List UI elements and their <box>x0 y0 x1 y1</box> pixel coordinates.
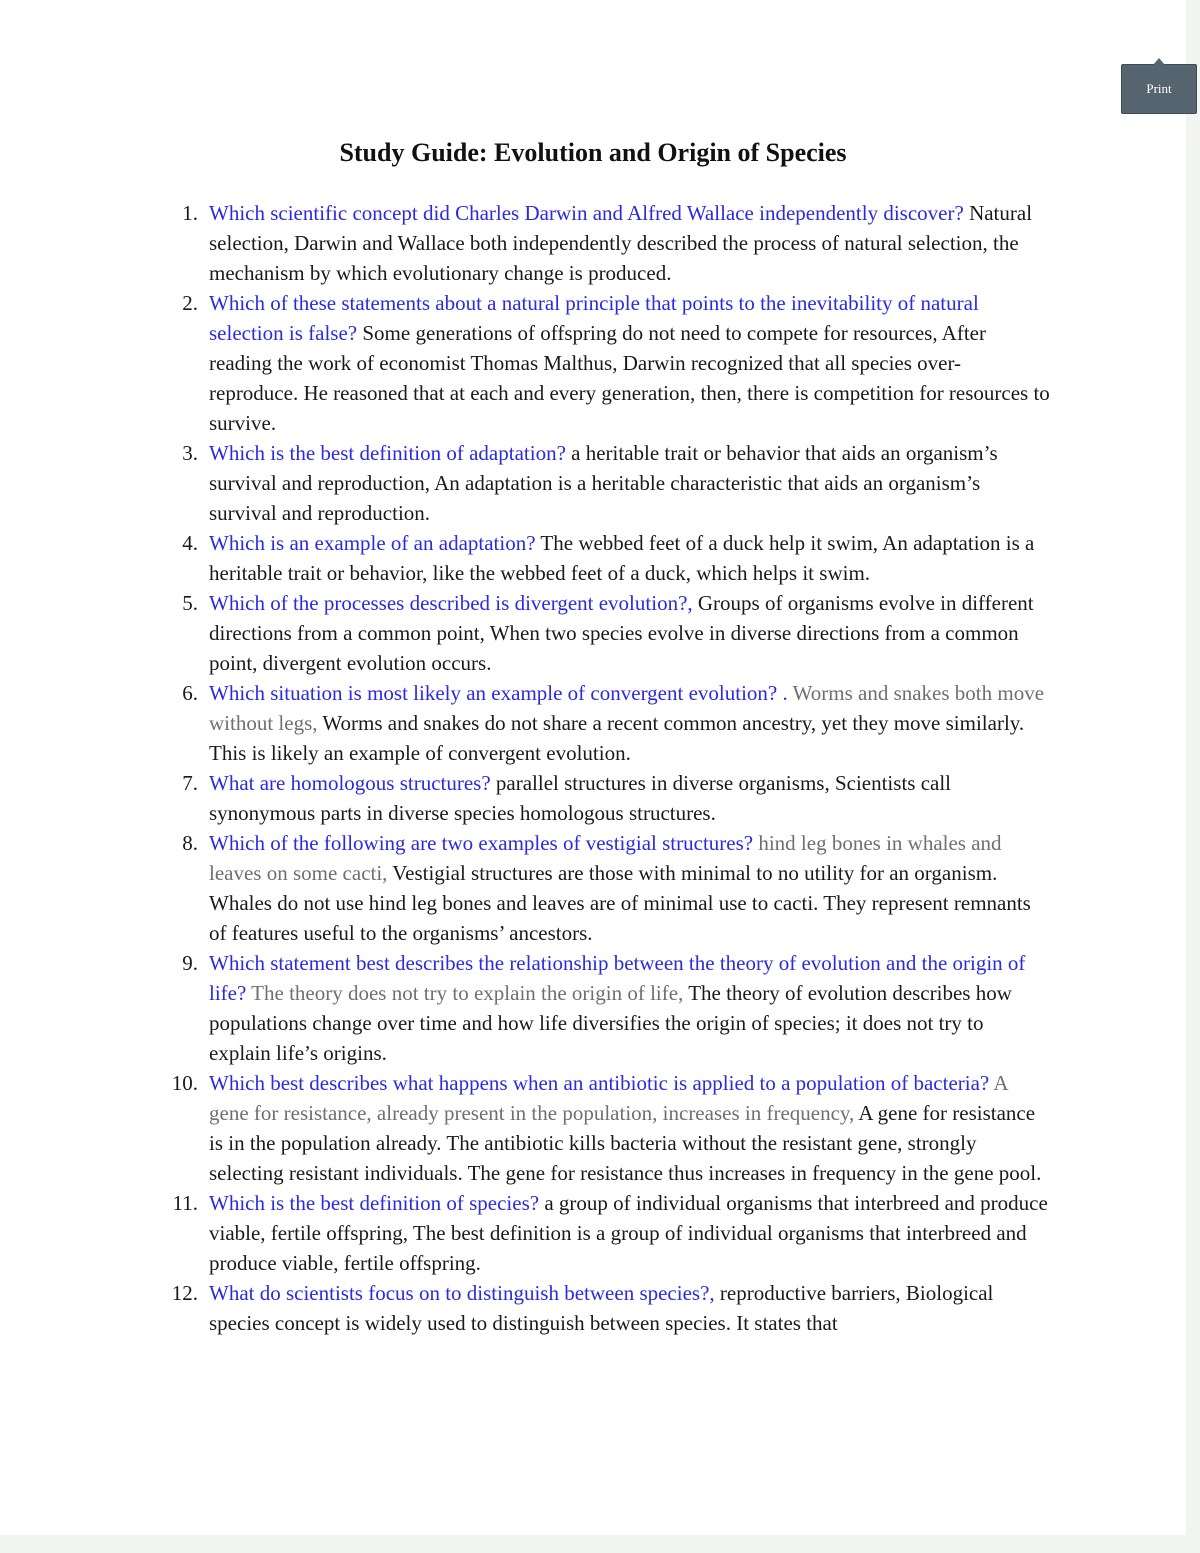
item-number: 10. <box>171 1071 198 1095</box>
question-text: Which is an example of an adaptation? <box>209 531 536 555</box>
answer-explanation: reproductive barriers, Biological species concept is widely used to distinguish between species. It states that <box>209 1281 994 1335</box>
item-number: 11. <box>172 1191 198 1215</box>
item-number: 7. <box>182 771 198 795</box>
item-number: 9. <box>182 951 198 975</box>
question-text: Which situation is most likely an example of convergent evolution? . <box>209 681 788 705</box>
list-item <box>160 948 1050 1068</box>
question-text: Which of the following are two examples of vestigial structures? <box>209 831 754 855</box>
list-item <box>160 588 1050 678</box>
item-number: 8. <box>182 831 198 855</box>
answer-choice: A gene for resistance, already present in the population, increases in frequency, <box>209 1071 1008 1125</box>
question-text: Which of these statements about a natural principle that points to the inevitability of natural selection is false? <box>209 291 979 345</box>
question-text: Which of the processes described is divergent evolution?, <box>209 591 693 615</box>
question-text: Which is the best definition of adaptation? <box>209 441 566 465</box>
answer-choice: Worms and snakes both move without legs, <box>209 681 1045 735</box>
question-text: Which is the best definition of species? <box>209 1191 540 1215</box>
item-number: 1. <box>182 201 198 225</box>
answer-explanation: Vestigial structures are those with minimal to no utility for an organism. Whales do not use hind leg bones and leaves are of minimal use to cacti. They represent remnants of features useful to the organisms’ ancestors. <box>209 861 1031 945</box>
list-item <box>160 1278 1050 1338</box>
answer-explanation: The webbed feet of a duck help it swim, An adaptation is a heritable trait or behavior, like the webbed feet of a duck, which helps it swim. <box>209 531 1035 585</box>
item-number: 2. <box>182 291 198 315</box>
item-number: 5. <box>182 591 198 615</box>
list-item <box>160 198 1050 288</box>
answer-explanation: a group of individual organisms that interbreed and produce viable, fertile offspring, The best definition is a group of individual organisms that interbreed and produce viable, fertile offspring. <box>209 1191 1048 1275</box>
answer-choice: The theory does not try to explain the origin of life, <box>246 981 684 1005</box>
item-number: 12. <box>171 1281 198 1305</box>
list-item <box>160 288 1050 438</box>
page-title: Study Guide: Evolution and Origin of Species <box>339 138 847 167</box>
answer-choice: hind leg bones in whales and leaves on some cacti, <box>209 831 1002 885</box>
question-text: Which scientific concept did Charles Darwin and Alfred Wallace independently discover? <box>209 201 964 225</box>
item-number: 3. <box>182 441 198 465</box>
answer-explanation: Some generations of offspring do not need to compete for resources, After reading the work of economist Thomas Malthus, Darwin recognized that all species over-reproduce. He reasoned that at each and every generation, then, there is competition for resources to survive. <box>209 321 1050 435</box>
question-text: What are homologous structures? <box>209 771 491 795</box>
question-list <box>160 198 1050 1338</box>
list-item <box>160 1068 1050 1188</box>
question-text: Which statement best describes the relationship between the theory of evolution and the origin of life? <box>209 951 1026 1005</box>
list-item <box>160 828 1050 948</box>
answer-explanation: The theory of evolution describes how populations change over time and how life diversifies the origin of species; it does not try to explain life’s origins. <box>209 981 1012 1065</box>
print-button[interactable]: Print <box>1121 64 1197 114</box>
answer-explanation: Groups of organisms evolve in different directions from a common point, When two species evolve in diverse directions from a common point, divergent evolution occurs. <box>209 591 1034 675</box>
answer-explanation: Natural selection, Darwin and Wallace both independently described the process of natural selection, the mechanism by which evolutionary change is produced. <box>209 201 1033 285</box>
answer-explanation: A gene for resistance is in the population already. The antibiotic kills bacteria without the resistant gene, strongly selecting resistant individuals. The gene for resistance thus increases in frequency in the gene pool. <box>209 1101 1042 1185</box>
question-text: What do scientists focus on to distinguish between species?, <box>209 1281 715 1305</box>
item-number: 4. <box>182 531 198 555</box>
answer-explanation: parallel structures in diverse organisms, Scientists call synonymous parts in diverse species homologous structures. <box>209 771 952 825</box>
list-item <box>160 678 1050 768</box>
question-text: Which best describes what happens when an antibiotic is applied to a population of bacteria? <box>209 1071 990 1095</box>
item-number: 6. <box>182 681 198 705</box>
list-item <box>160 1188 1050 1278</box>
list-item <box>160 528 1050 588</box>
list-item <box>160 438 1050 528</box>
answer-explanation: a heritable trait or behavior that aids an organism’s survival and reproduction, An adaptation is a heritable characteristic that aids an organism’s survival and reproduction. <box>209 441 998 525</box>
list-item <box>160 768 1050 828</box>
answer-explanation: Worms and snakes do not share a recent common ancestry, yet they move similarly. This is likely an example of convergent evolution. <box>209 711 1025 765</box>
